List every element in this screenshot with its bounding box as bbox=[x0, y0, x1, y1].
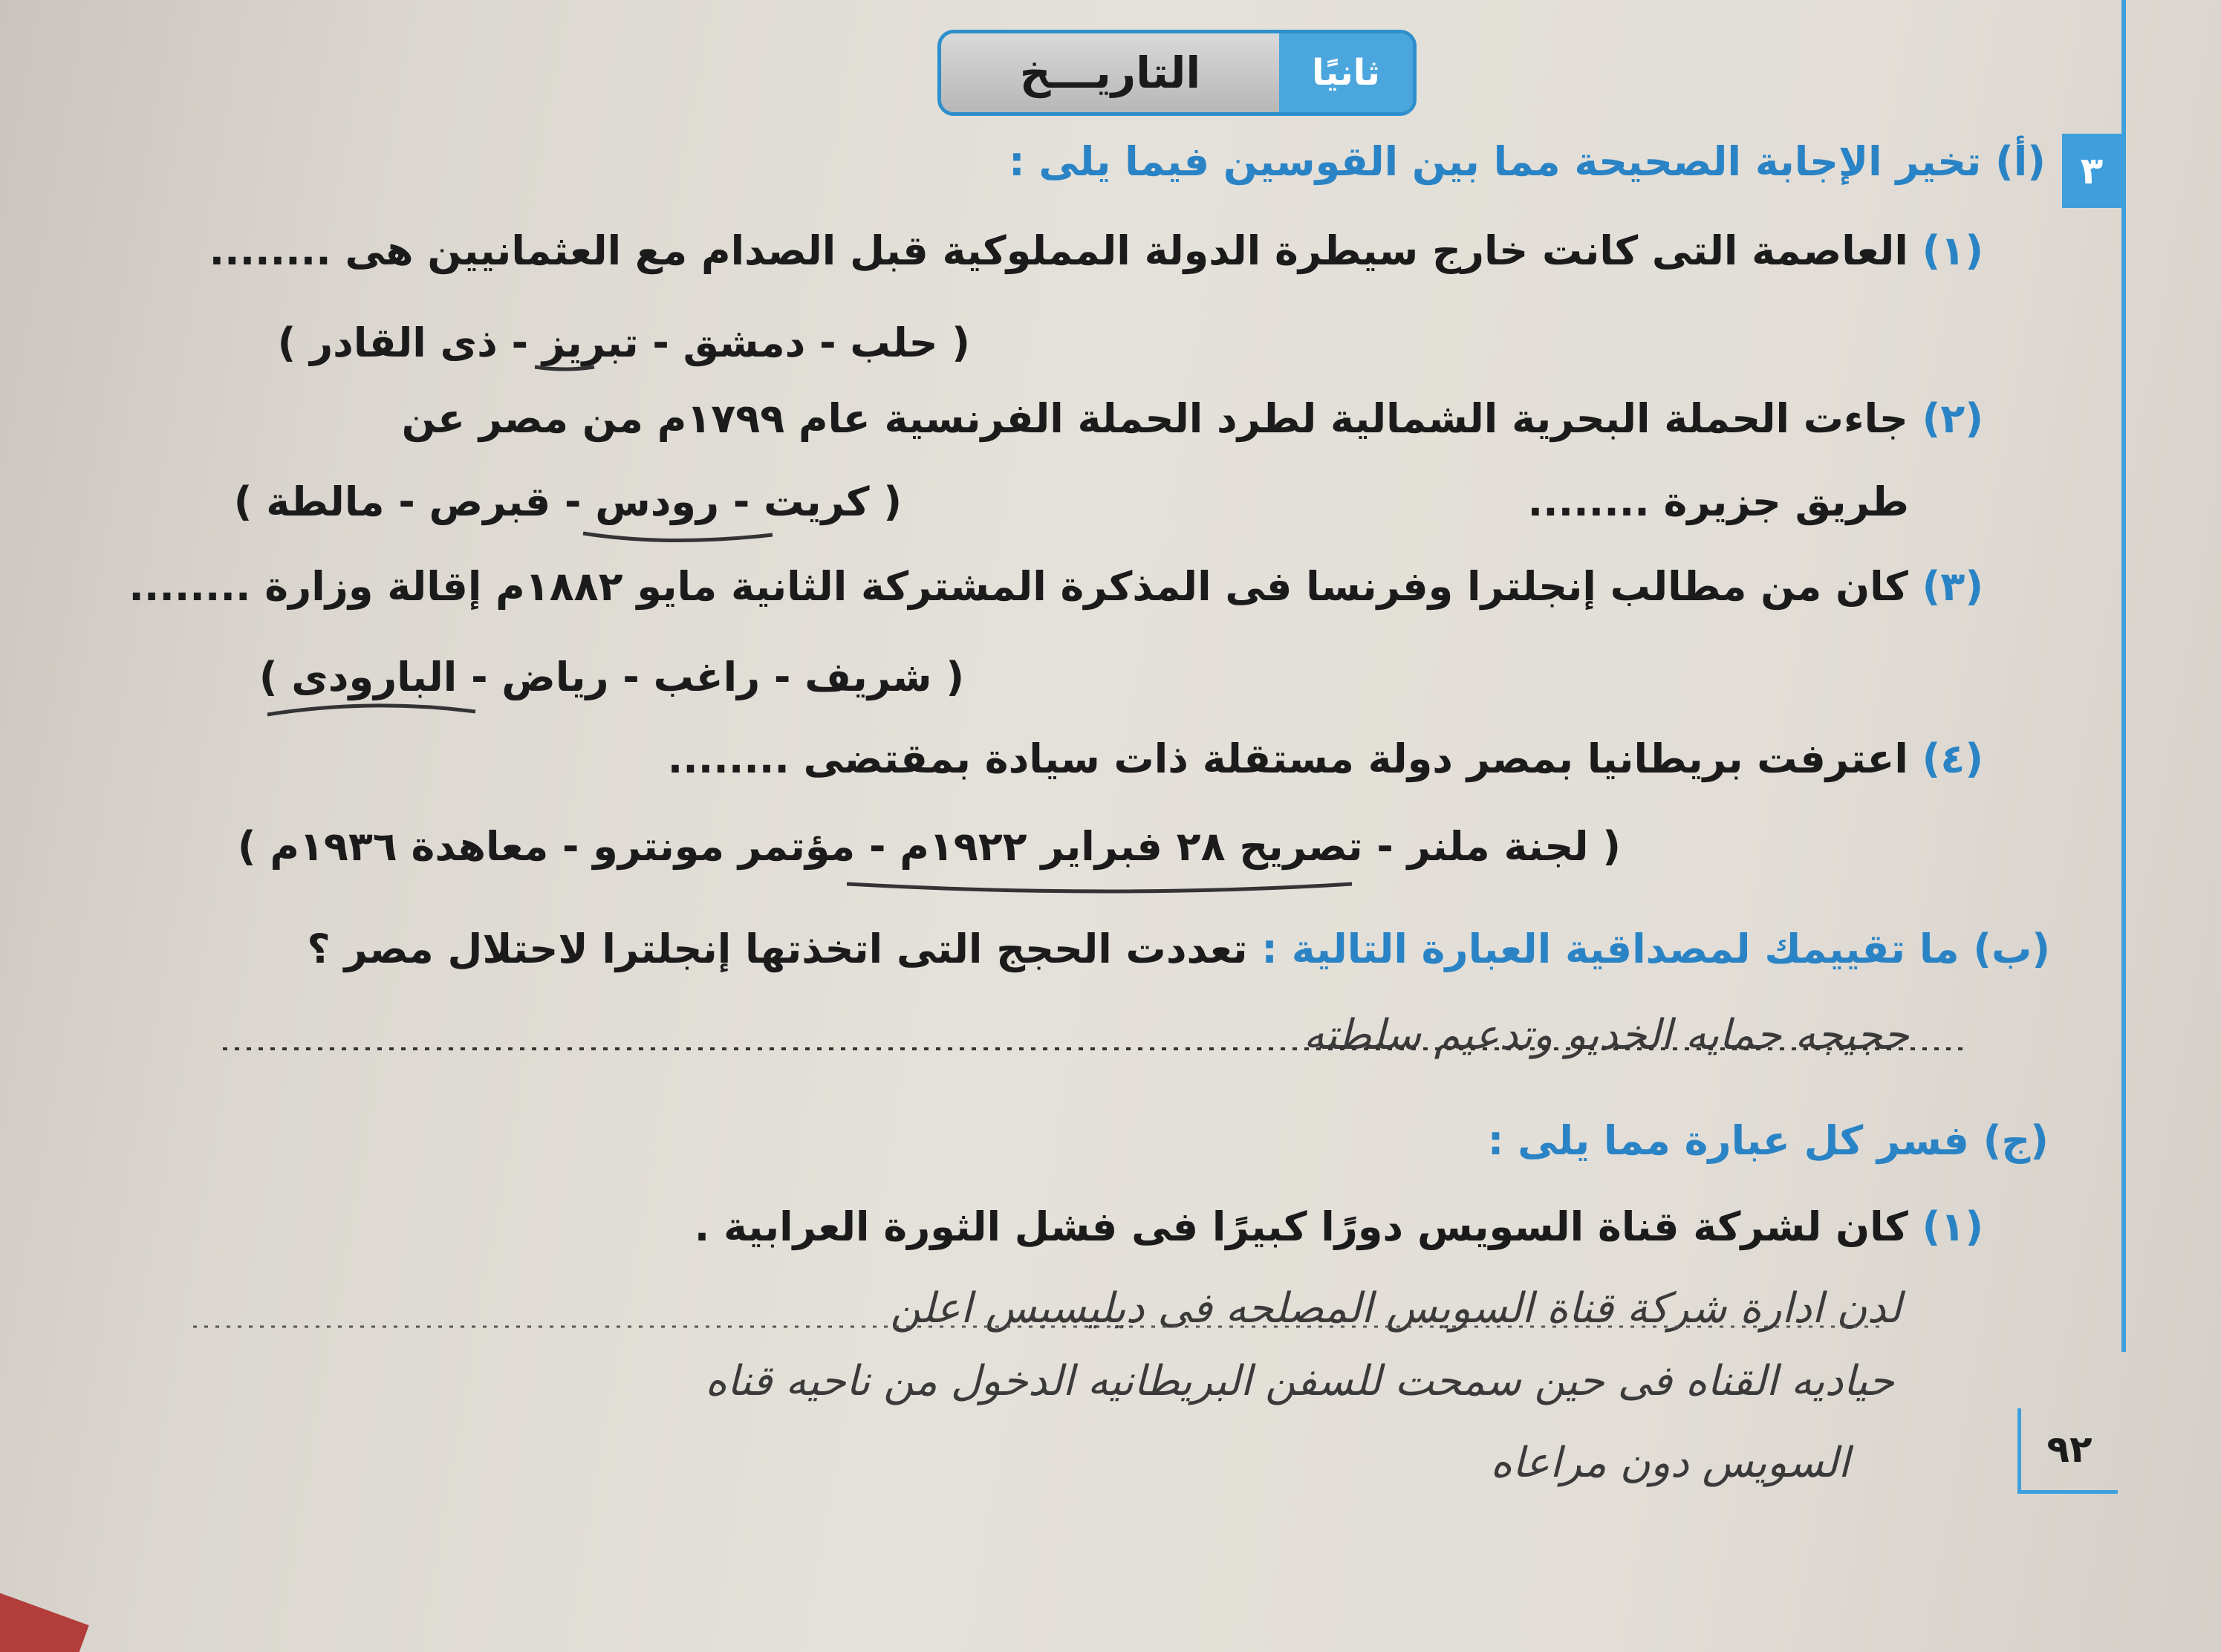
underline-answer-3 bbox=[267, 706, 475, 715]
underline-answer-1 bbox=[535, 367, 594, 369]
part-b-label: (ب) ما تقييمك لمصداقية العبارة التالية : bbox=[1261, 926, 2050, 972]
section-rank: ثانيًا bbox=[1279, 33, 1413, 112]
part-a-instruction: (أ) تخير الإجابة الصحيحة مما بين القوسين فيما يلى : bbox=[1009, 138, 2046, 185]
question-number-badge: ٣ bbox=[2062, 134, 2121, 208]
page-number: ٩٢ bbox=[2017, 1408, 2118, 1494]
question-1-number: (١) bbox=[1922, 227, 1983, 274]
part-c-handwritten-line-3: السويس دون مراعاه bbox=[1490, 1439, 1850, 1487]
question-1-text: العاصمة التى كانت خارج سيطرة الدولة المملوكية قبل الصدام مع العثمانيين هى ........ bbox=[209, 227, 1908, 274]
question-2-continuation: طريق جزيرة ........ bbox=[1527, 478, 1909, 525]
part-c-question-1-number: (١) bbox=[1922, 1203, 1983, 1250]
question-4-number: (٤) bbox=[1922, 735, 1983, 782]
part-b-statement: تعددت الحجج التى اتخذتها إنجلترا لاحتلال مصر ؟ bbox=[307, 926, 1248, 972]
question-4-text: اعترفت بريطانيا بمصر دولة مستقلة ذات سيادة بمقتضى ........ bbox=[667, 735, 1908, 782]
question-3-options: ( شريف - راغب - رياض - البارودى ) bbox=[258, 654, 964, 700]
underline-answer-2 bbox=[583, 533, 773, 541]
underline-answer-4 bbox=[847, 884, 1352, 891]
part-c-question-1-text: كان لشركة قناة السويس دورًا كبيرًا فى فشل الثورة العرابية . bbox=[694, 1203, 1908, 1250]
question-3-text: كان من مطالب إنجلترا وفرنسا فى المذكرة المشتركة الثانية مايو ١٨٨٢م إقالة وزارة ........ bbox=[129, 563, 1908, 610]
question-2-text: جاءت الحملة البحرية الشمالية لطرد الحملة الفرنسية عام ١٧٩٩م من مصر عن bbox=[401, 395, 1908, 442]
question-2-number: (٢) bbox=[1922, 395, 1983, 442]
question-3-number: (٣) bbox=[1922, 563, 1983, 610]
part-c-label: (ج) فسر كل عبارة مما يلى : bbox=[1487, 1117, 2049, 1164]
question-4-options: ( لجنة ملنر - تصريح ٢٨ فبراير ١٩٢٢م - مؤتمر مونترو - معاهدة ١٩٣٦م ) bbox=[237, 823, 1621, 870]
part-c-handwritten-line-1: لدن ادارة شركة قناة السويس المصلحه فى ديليسبس اعلن bbox=[890, 1284, 1902, 1333]
part-c-handwritten-line-2: حياديه القناه فى حين سمحت للسفن البريطانيه الدخول من ناحيه قناه bbox=[705, 1357, 1894, 1405]
question-1-options: ( حلب - دمشق - تبريز - ذى القادر ) bbox=[277, 319, 970, 366]
question-2-options: ( كريت - رودس - قبرص - مالطة ) bbox=[233, 478, 902, 525]
subject-title: التاريـــخ bbox=[941, 33, 1279, 112]
part-b-handwritten-answer: حجيجه حمايه الخديو وتدعيم سلطته bbox=[1303, 1011, 1909, 1059]
